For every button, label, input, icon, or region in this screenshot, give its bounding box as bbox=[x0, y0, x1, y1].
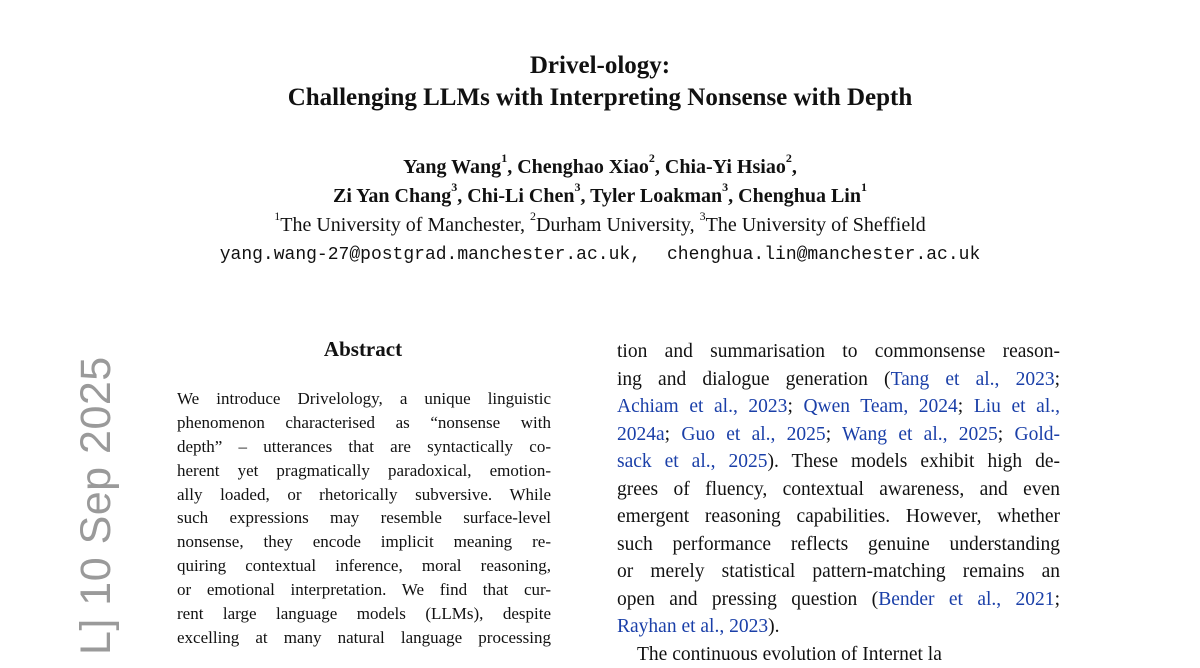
author-separator: , bbox=[580, 185, 590, 207]
title-line-2: Challenging LLMs with Interpreting Nonsense with Depth bbox=[0, 82, 1200, 114]
author-name: Zi Yan Chang bbox=[333, 185, 451, 207]
author-name: Chi-Li Chen bbox=[467, 185, 574, 207]
author-name: Chia-Yi Hsiao bbox=[665, 156, 786, 178]
body-text: ; bbox=[1055, 369, 1060, 390]
citation-link[interactable]: Wang et al., 2025 bbox=[842, 424, 998, 445]
author-separator: , bbox=[457, 185, 467, 207]
affiliation-name: Durham University bbox=[536, 214, 690, 236]
abstract-line: or emotional interpretation. We find that cur- bbox=[177, 578, 551, 602]
body-text: emergent reasoning capabilities. However, whether bbox=[617, 506, 1060, 527]
affiliation-name: The University of Sheffield bbox=[706, 214, 926, 236]
abstract-line: nonsense, they encode implicit meaning re- bbox=[177, 530, 551, 554]
abstract-body bbox=[177, 387, 551, 650]
author-separator: , bbox=[507, 156, 517, 178]
body-text: tion and summarisation to commonsense reason- bbox=[617, 341, 1060, 362]
body-text: open and pressing question ( bbox=[617, 589, 878, 610]
author-affiliation-mark: 3 bbox=[574, 180, 580, 194]
affiliation-mark: 2 bbox=[530, 209, 536, 223]
body-text: ing and dialogue generation ( bbox=[617, 369, 891, 390]
email-chenghua-lin[interactable]: chenghua.lin@manchester.ac.uk bbox=[667, 245, 980, 265]
body-text: ). bbox=[768, 616, 779, 637]
citation-link[interactable]: Gold- bbox=[1015, 424, 1061, 445]
body-text: ; bbox=[1055, 589, 1060, 610]
paper-title bbox=[0, 50, 1200, 114]
body-text: ). These models exhibit high de- bbox=[767, 451, 1060, 472]
body-line bbox=[617, 586, 1060, 614]
body-line bbox=[617, 366, 1060, 394]
author-affiliation-mark: 1 bbox=[501, 151, 507, 165]
author-affiliation-mark: 3 bbox=[451, 180, 457, 194]
citation-link[interactable]: Guo et al., 2025 bbox=[681, 424, 825, 445]
title-line-1: Drivel-ology: bbox=[0, 50, 1200, 82]
affiliation-mark: 1 bbox=[274, 209, 280, 223]
body-line bbox=[617, 448, 1060, 476]
author-name: Yang Wang bbox=[403, 156, 501, 178]
author-emails bbox=[0, 240, 1200, 270]
abstract-line: such expressions may resemble surface-level bbox=[177, 506, 551, 530]
author-name: Chenghua Lin bbox=[738, 185, 861, 207]
body-text: ; bbox=[787, 396, 803, 417]
body-text: ; bbox=[958, 396, 974, 417]
abstract-line: excelling at many natural language processing bbox=[177, 626, 551, 650]
citation-link[interactable]: sack et al., 2025 bbox=[617, 451, 767, 472]
author-separator: , bbox=[792, 156, 797, 178]
affiliations bbox=[0, 211, 1200, 240]
citation-link[interactable]: Bender et al., 2021 bbox=[878, 589, 1054, 610]
author-affiliation-mark: 3 bbox=[722, 180, 728, 194]
author-name: Chenghao Xiao bbox=[517, 156, 649, 178]
body-line bbox=[617, 476, 1060, 504]
citation-link[interactable]: Tang et al., 2023 bbox=[891, 369, 1055, 390]
body-line bbox=[617, 641, 1060, 668]
author-affiliation-mark: 2 bbox=[649, 151, 655, 165]
affiliation-mark: 3 bbox=[700, 209, 706, 223]
citation-link[interactable]: 2024a bbox=[617, 424, 665, 445]
citation-link[interactable]: Rayhan et al., 2023 bbox=[617, 616, 768, 637]
citation-link[interactable]: Liu et al., bbox=[974, 396, 1060, 417]
affiliation-separator: , bbox=[520, 214, 530, 236]
author-separator: , bbox=[655, 156, 665, 178]
body-line bbox=[617, 421, 1060, 449]
author-separator: , bbox=[728, 185, 738, 207]
abstract-line: ally loaded, or rhetorically subversive. While bbox=[177, 483, 551, 507]
citation-link[interactable]: Achiam et al., 2023 bbox=[617, 396, 787, 417]
body-line bbox=[617, 393, 1060, 421]
abstract-line: depth” – utterances that are syntactically co- bbox=[177, 435, 551, 459]
body-text: ; bbox=[998, 424, 1015, 445]
author-block bbox=[0, 153, 1200, 270]
author-affiliation-mark: 1 bbox=[861, 180, 867, 194]
body-line bbox=[617, 558, 1060, 586]
abstract-line: phenomenon characterised as “nonsense with bbox=[177, 411, 551, 435]
affiliation-separator: , bbox=[690, 214, 700, 236]
author-affiliation-mark: 2 bbox=[786, 151, 792, 165]
abstract-line: herent yet pragmatically paradoxical, emotion- bbox=[177, 459, 551, 483]
body-text: such performance reflects genuine understanding bbox=[617, 534, 1060, 555]
arxiv-stamp-text: L] 10 Sep 2025 bbox=[72, 356, 121, 655]
body-text: ; bbox=[665, 424, 682, 445]
citation-link[interactable]: Qwen Team, 2024 bbox=[803, 396, 957, 417]
author-line-2 bbox=[0, 182, 1200, 211]
author-line-1 bbox=[0, 153, 1200, 182]
abstract-heading: Abstract bbox=[176, 337, 550, 362]
body-line bbox=[617, 338, 1060, 366]
body-text: or merely statistical pattern-matching remains an bbox=[617, 561, 1060, 582]
author-name: Tyler Loakman bbox=[590, 185, 722, 207]
intro-column bbox=[617, 338, 1060, 668]
abstract-line: We introduce Drivelology, a unique linguistic bbox=[177, 387, 551, 411]
email-yang-wang[interactable]: yang.wang-27@postgrad.manchester.ac.uk, bbox=[220, 245, 641, 265]
body-text: ; bbox=[826, 424, 842, 445]
body-text: The continuous evolution of Internet la bbox=[637, 644, 942, 665]
body-line bbox=[617, 503, 1060, 531]
affiliation-name: The University of Manchester bbox=[280, 214, 520, 236]
body-line bbox=[617, 531, 1060, 559]
body-line bbox=[617, 613, 1060, 641]
abstract-line: rent large language models (LLMs), despite bbox=[177, 602, 551, 626]
body-text: grees of fluency, contextual awareness, and even bbox=[617, 479, 1060, 500]
abstract-line: quiring contextual inference, moral reasoning, bbox=[177, 554, 551, 578]
